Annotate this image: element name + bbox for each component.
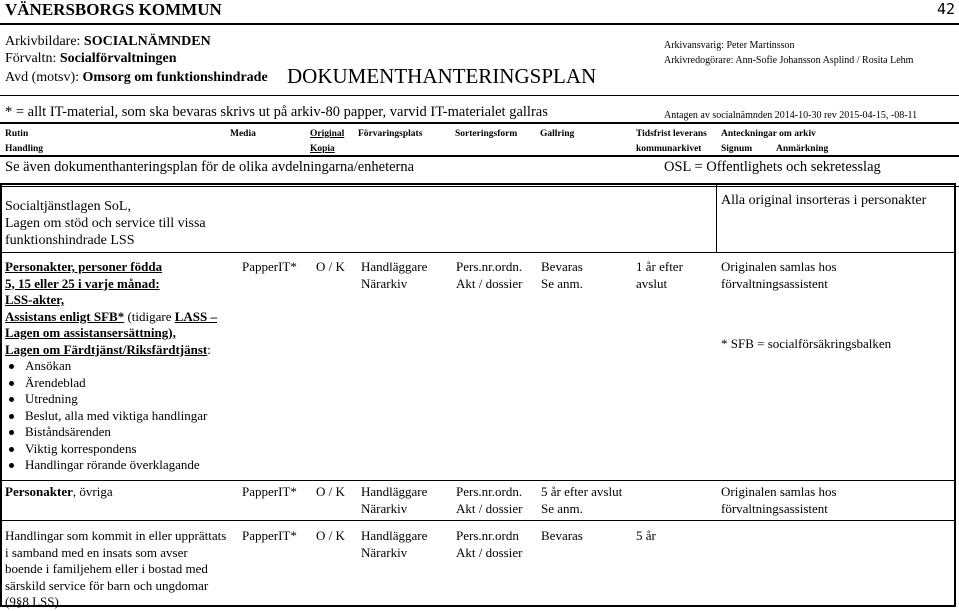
row1-original: O / K — [316, 259, 345, 274]
osl-note: OSL = Offentlighets och sekretesslag — [664, 159, 881, 175]
adopted-date: Antagen av socialnämnden 2014-10-30 rev 2015-04-15, -08-11 — [664, 110, 918, 121]
row3-media: PapperIT* — [242, 528, 297, 543]
list-item: Beslut, alla med viktiga handlingar — [5, 408, 217, 425]
page-number: 42 — [936, 0, 955, 18]
section-title: Socialtjänstlagen SoL, Lagen om stöd och service till vissa funktionshindrade LSS — [5, 199, 206, 248]
administration: Förvaltn: Socialförvaltningen — [5, 51, 177, 66]
col-divider — [716, 183, 717, 253]
col-forvaringsplats: Förvaringsplats — [358, 129, 423, 139]
list-item: Handlingar rörande överklagande — [5, 457, 217, 474]
col-anteckningar: Anteckningar om arkiv — [721, 129, 816, 139]
list-item: Biståndsärenden — [5, 424, 217, 441]
row-divider — [0, 252, 956, 253]
col-kopia: Kopia — [310, 144, 335, 154]
rule — [0, 155, 959, 157]
row2-place: Handläggare Närarkiv — [361, 484, 428, 516]
row3-original: O / K — [316, 528, 345, 543]
row2-media: PapperIT* — [242, 484, 297, 499]
col-signum: Signum — [721, 144, 753, 154]
org-name: VÄNERSBORGS KOMMUN — [5, 0, 222, 19]
row1-sfb-note: * SFB = socialförsäkringsbalken — [721, 336, 892, 351]
archive-processors: Arkivredogörare: Ann-Sofie Johansson Asplind / Rosita Lehm — [664, 55, 914, 66]
row2-gallring: 5 år efter avslut Se anm. — [541, 484, 623, 516]
row2-note: Originalen samlas hos förvaltningsassistent — [721, 484, 837, 516]
row1-gallring: Bevaras Se anm. — [541, 259, 583, 291]
row3-tidsfrist: 5 år — [636, 528, 656, 543]
list-item: Ärendeblad — [5, 375, 217, 392]
col-media: Media — [230, 129, 256, 139]
list-item: Utredning — [5, 391, 217, 408]
rule — [0, 95, 959, 96]
row1-note: Originalen samlas hos förvaltningsassistent — [721, 259, 837, 291]
row1-place: Handläggare Närarkiv — [361, 259, 428, 291]
row1-tidsfrist: 1 år efter avslut — [636, 259, 683, 291]
col-rutin: Rutin — [5, 129, 29, 139]
row2-title: Personakter, övriga — [5, 484, 113, 499]
col-tidsfrist-kommunarkivet: kommunarkivet — [636, 144, 702, 154]
row-divider — [0, 520, 956, 521]
row3-place: Handläggare Närarkiv — [361, 528, 428, 560]
list-item: Viktig korrespondens — [5, 441, 217, 458]
row1-sort: Pers.nr.ordn. Akt / dossier — [456, 259, 523, 291]
row1-media: PapperIT* — [242, 259, 297, 274]
it-material-note: * = allt IT-material, som ska bevaras skrivs ut på arkiv-80 papper, varvid IT-materialet gallras — [5, 104, 548, 120]
table-double-rule — [0, 186, 959, 187]
rule — [0, 122, 959, 124]
archive-creator: Arkivbildare: SOCIALNÄMNDEN — [5, 34, 211, 49]
archive-responsible: Arkivansvarig: Peter Martinsson — [664, 40, 795, 51]
col-tidsfrist: Tidsfrist leverans — [636, 129, 707, 139]
row2-original: O / K — [316, 484, 345, 499]
col-gallring: Gallring — [540, 129, 575, 139]
row3-sort: Pers.nr.ordn Akt / dossier — [456, 528, 523, 560]
header-rule — [0, 23, 959, 25]
department: Avd (motsv): Omsorg om funktionshindrade — [5, 70, 268, 85]
col-original: Original — [310, 129, 345, 139]
row3-gallring: Bevaras — [541, 528, 583, 543]
row-divider — [0, 480, 956, 481]
section-note: Alla original insorteras i personakter — [721, 193, 927, 208]
document-title: DOKUMENTHANTERINGSPLAN — [287, 64, 597, 88]
row2-sort: Pers.nr.ordn. Akt / dossier — [456, 484, 523, 516]
row3-title: Handlingar som kommit in eller upprättats i samband med en insats som avser boende i familjehem eller i bostad med särskild service för barn och ungdomar (9§8 LSS) — [5, 528, 227, 609]
col-anmarkning: Anmärkning — [776, 144, 829, 154]
row1-title: Personakter, personer födda 5, 15 eller 25 i varje månad: LSS-akter, Assistans enligt SFB* (tidigare LASS – Lagen om assistansersättning), Lagen om Färdtjänst/Riksfärdtjänst: Ansökan Ärendeblad Utredning Beslut, alla med viktiga handlingar Biståndsärenden Viktig korrespondens Handlingar rörande överklagande — [5, 259, 218, 472]
col-handling: Handling — [5, 144, 44, 154]
see-also-note: Se även dokumenthanteringsplan för de olika avdelningarna/enheterna — [5, 159, 415, 175]
list-item: Ansökan — [5, 358, 217, 375]
col-sorteringsform: Sorteringsform — [455, 129, 518, 139]
row1-items — [5, 358, 217, 474]
